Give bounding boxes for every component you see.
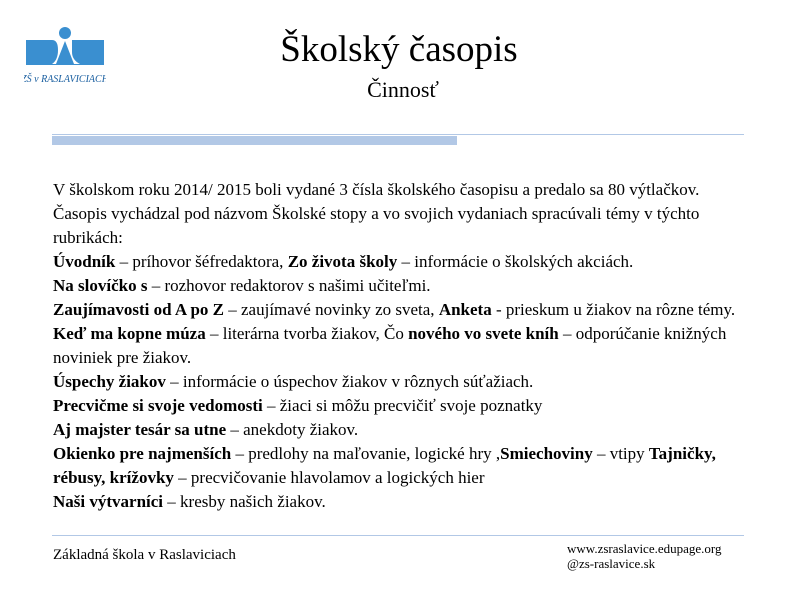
rubric-name: Keď ma kopne múza [53,324,206,343]
page-subtitle: Činnosť [367,77,439,102]
footer-website: www.zsraslavice.edupage.org [567,541,722,556]
rubric-name: nového vo svete kníh [408,324,559,343]
intro-paragraph: V školskom roku 2014/ 2015 boli vydané 3 čísla školského časopisu a predalo sa 80 výtlačkov. Časopis vychádzal pod názvom Školské stopy a vo svojich vydaniach spracúvali témy v týchto rubrikách: [53,180,700,247]
footer-social: @zs-raslavice.sk [567,556,656,571]
rubric-item [53,418,753,442]
rubric-description: – kresby našich žiakov. [163,492,326,511]
rubric-name: Naši výtvarníci [53,492,164,511]
rubric-name: Úvodník [53,252,116,271]
footer-contact [567,541,722,571]
rubric-item [53,298,753,322]
rubric-list [53,250,753,514]
rubric-description: – odporúčanie knižných noviniek pre žiakov. [53,324,727,367]
rubric-description: – informácie o školských akciách. [397,252,634,271]
rubric-item [53,394,753,418]
rubric-item [53,250,753,274]
logo-text: ZŠ v RASLAVICIACH [24,74,106,85]
rubric-description: – anekdoty žiakov. [226,420,359,439]
rubric-description: – príhovor šéfredaktora, [115,252,288,271]
footer-divider-line [52,535,744,536]
rubric-description: – vtipy [592,444,649,463]
rubric-item [53,274,753,298]
rubric-name: Okienko pre najmenších [53,444,232,463]
rubric-name: Zo života školy [287,252,398,271]
rubric-description: – precvičovanie hlavolamov a logických hier [173,468,485,487]
rubric-name: Úspechy žiakov [53,372,166,391]
rubric-description: – rozhovor redaktorov s našimi učiteľmi. [147,276,431,295]
rubric-description: – žiaci si môžu precvičiť svoje poznatky [262,396,543,415]
rubric-name: Precvičme si svoje vedomosti [53,396,263,415]
rubric-description: - prieskum u žiakov na rôzne témy. [491,300,736,319]
rubric-description: – literárna tvorba žiakov, Čo [205,324,409,343]
rubric-name: Tajničky, rébusy, krížovky [53,444,716,487]
header-accent-bar [52,136,457,145]
rubric-name: Zaujímavosti od A po Z [53,300,224,319]
rubric-name: Smiechoviny [500,444,593,463]
rubric-item [53,370,753,394]
rubric-name: Aj majster tesár sa utne [53,420,227,439]
rubric-item [53,322,753,370]
rubric-description: – informácie o úspechov žiakov v rôznych súťažiach. [165,372,534,391]
rubric-item [53,442,753,490]
header-divider-line [52,134,744,135]
rubric-description: – predlohy na maľovanie, logické hry , [231,444,501,463]
rubric-description: – zaujímavé novinky zo sveta, [224,300,439,319]
rubric-name: Anketa [438,300,492,319]
rubric-item [53,490,753,514]
rubric-name: Na slovíčko s [53,276,148,295]
footer-school-name: Základná škola v Raslaviciach [53,547,236,563]
body-text [53,178,753,514]
page-title: Školský časopis [280,29,518,70]
